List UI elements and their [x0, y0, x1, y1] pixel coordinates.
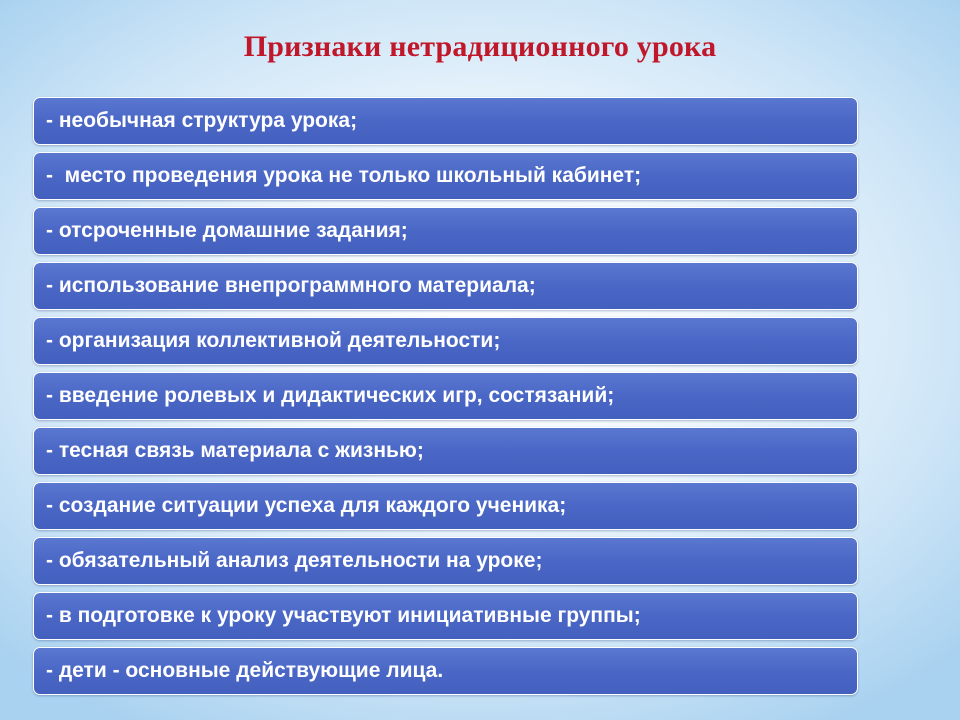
list-item: - организация коллективной деятельности;: [33, 317, 858, 365]
list-item: - дети - основные действующие лица.: [33, 647, 858, 695]
list-item: - тесная связь материала с жизнью;: [33, 427, 858, 475]
list-item: - в подготовке к уроку участвуют инициативные группы;: [33, 592, 858, 640]
feature-list: [33, 97, 858, 702]
slide-title: Признаки нетрадиционного урока: [243, 30, 717, 63]
list-item: - отсроченные домашние задания;: [33, 207, 858, 255]
list-item: - место проведения урока не только школьный кабинет;: [33, 152, 858, 200]
list-item: - введение ролевых и дидактических игр, состязаний;: [33, 372, 858, 420]
list-item: - необычная структура урока;: [33, 97, 858, 145]
list-item: - создание ситуации успеха для каждого ученика;: [33, 482, 858, 530]
list-item: - обязательный анализ деятельности на уроке;: [33, 537, 858, 585]
list-item: - использование внепрограммного материала;: [33, 262, 858, 310]
